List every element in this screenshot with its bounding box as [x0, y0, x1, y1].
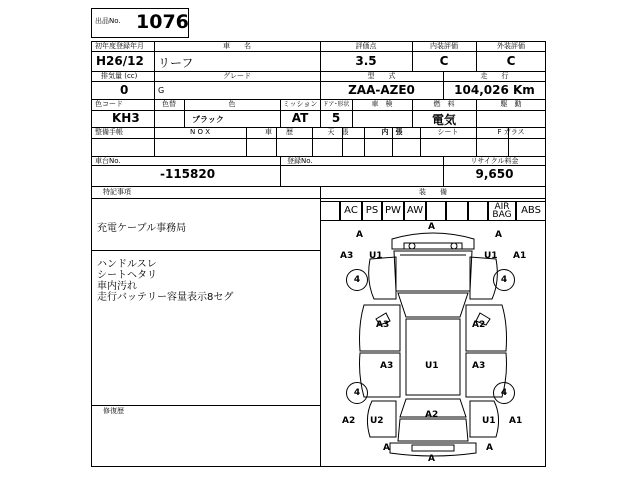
label-roof-lining: 天 張: [327, 128, 349, 136]
label-model: 型 式: [367, 72, 396, 80]
mark-bottom-left: A: [383, 443, 390, 453]
lot-number: 1076: [136, 11, 189, 33]
mark-top-left: A: [356, 230, 363, 240]
label-doors: ドア･形状: [322, 101, 350, 108]
label-grade: グレード: [223, 72, 251, 80]
notes-line-1: 充電ケーブル事務局: [97, 223, 187, 234]
label-front-glass: F ガラス: [497, 128, 525, 136]
mark-rear-right-a1: A1: [509, 416, 523, 426]
equip-ac: AC: [340, 201, 362, 221]
tire-front-right: 4: [493, 269, 515, 291]
color-code-value: KH3: [112, 111, 140, 125]
mark-bottom-center: A: [428, 454, 435, 464]
tire-rear-right: 4: [493, 382, 515, 404]
mark-side-right-a3: A3: [472, 361, 486, 371]
mark-top-right: A: [495, 230, 502, 240]
equip-abs: ABS: [516, 201, 546, 221]
mileage-value: 104,026 Km: [454, 83, 535, 97]
label-maintenance-book: 整備手帳: [95, 128, 123, 136]
label-color: 色: [228, 100, 236, 108]
mark-door-left-a3: A3: [376, 320, 390, 330]
recycle-fee-value: 9,650: [475, 167, 514, 181]
mark-rear-center-a2: A2: [425, 410, 439, 420]
mark-rear-right-u1: U1: [482, 416, 496, 426]
score-value: 3.5: [355, 54, 377, 68]
label-exterior-grade: 外装評価: [497, 42, 525, 50]
equip-aw: AW: [404, 201, 426, 221]
mark-top-center: A: [428, 222, 435, 232]
mark-front-left-a3: A3: [340, 251, 354, 261]
label-special-notes: 特記事項: [103, 188, 131, 196]
equip-airbag: [488, 201, 516, 221]
label-mission: ミッション: [282, 100, 318, 108]
equip-empty-1: [320, 201, 340, 221]
exterior-grade-value: C: [506, 54, 516, 68]
fuel-value: 電気: [431, 113, 456, 127]
label-interior-trim: 内 張: [381, 128, 403, 136]
equip-pw: PW: [382, 201, 404, 221]
mission-value: AT: [291, 111, 309, 125]
equip-ps: PS: [362, 201, 382, 221]
interior-grade-value: C: [439, 54, 449, 68]
label-history: 車 歴: [265, 128, 293, 136]
lot-label: 出品No.: [95, 17, 121, 25]
label-score: 評価点: [355, 42, 377, 50]
label-displacement: 排気量 (cc): [101, 72, 138, 80]
equip-empty-4: [468, 201, 488, 221]
label-chassis-no: 車台No.: [95, 157, 121, 165]
label-color-change: 色替: [162, 100, 176, 108]
label-drive: 駆 動: [500, 100, 522, 108]
label-mileage: 走 行: [480, 72, 509, 80]
airbag-line-2: BAG: [492, 210, 512, 220]
label-inspection: 車 検: [371, 100, 393, 108]
first-registration-value: H26/12: [96, 54, 144, 68]
notes-line-4: 車内汚れ: [97, 281, 137, 292]
mark-rear-left-a2: A2: [342, 416, 356, 426]
equip-empty-2: [426, 201, 446, 221]
tire-rear-left: 4: [346, 382, 368, 404]
color-value: ブラック: [192, 115, 224, 124]
airbag-line-1: AIR: [494, 202, 510, 212]
mark-door-right-a2: A2: [472, 320, 486, 330]
label-registration-no: 登録No.: [287, 157, 313, 165]
mark-front-left-u1: U1: [369, 251, 383, 261]
label-nox: N O X: [190, 128, 210, 136]
grade-value: G: [158, 86, 165, 95]
label-fuel: 燃 料: [433, 100, 455, 108]
mark-front-right-u1: U1: [484, 251, 498, 261]
chassis-value: -115820: [160, 167, 216, 181]
label-car-name: 車 名: [223, 42, 251, 50]
label-repair-history: 修復歴: [103, 407, 124, 415]
doors-value: 5: [331, 111, 341, 125]
model-value: ZAA-AZE0: [348, 83, 415, 97]
mark-side-left-a3: A3: [380, 361, 394, 371]
tire-front-left: 4: [346, 269, 368, 291]
label-seat: シート: [437, 128, 459, 136]
notes-line-3: シートヘタリ: [97, 270, 157, 281]
mark-center-u1: U1: [425, 361, 439, 371]
label-first-registration: 初年度登録年月: [95, 42, 144, 50]
label-recycle-fee: リサイクル料金: [470, 157, 519, 165]
mark-rear-left-u2: U2: [370, 416, 384, 426]
label-color-code: 色コード: [95, 100, 123, 108]
notes-line-5: 走行バッテリー容量表示8セグ: [97, 292, 234, 303]
mark-bottom-right: A: [486, 443, 493, 453]
equip-empty-3: [446, 201, 468, 221]
label-interior-grade: 内装評価: [430, 42, 458, 50]
label-equipment: 装 備: [419, 188, 447, 196]
displacement-value: 0: [120, 83, 129, 97]
car-name-value: リーフ: [158, 56, 194, 70]
notes-line-2: ハンドルスレ: [97, 259, 157, 270]
mark-front-right-a1: A1: [513, 251, 527, 261]
